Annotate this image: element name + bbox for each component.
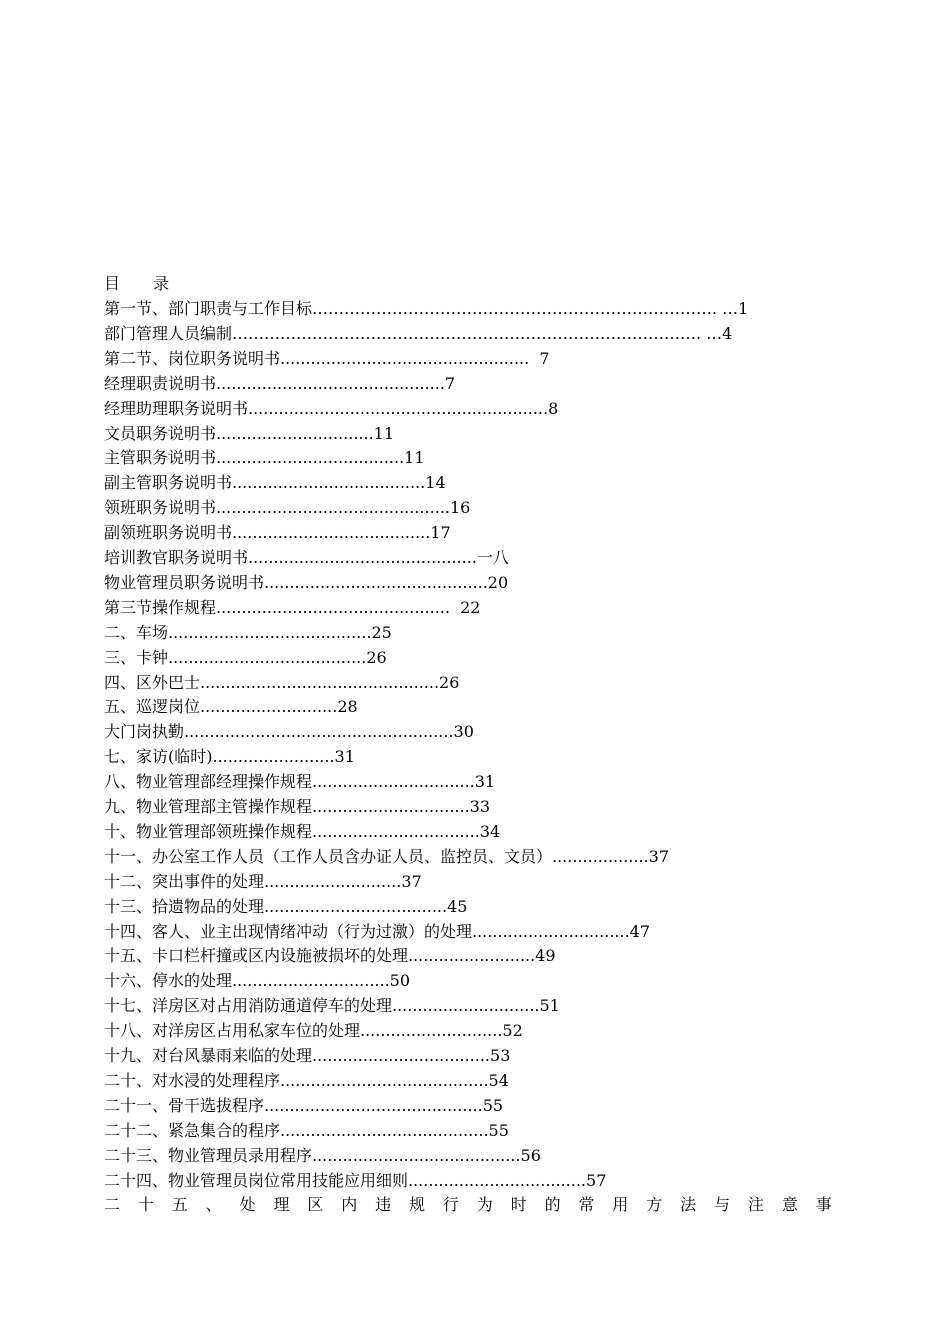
toc-entry: 十六、停水的处理...............................50 — [104, 971, 411, 991]
toc-entry: 十一、办公室工作人员（工作人员含办证人员、监控员、文员）...................37 — [104, 846, 669, 866]
toc-entry: 部门管理人员编制……………………………………………………………………………. …4 — [104, 323, 733, 343]
toc-entry: 第一节、部门职责与工作目标…………………………………………………………………. …1 — [104, 299, 749, 318]
toc-entry: 十九、对台风暴雨来临的处理...................................53 — [104, 1046, 511, 1065]
toc-entry: 第三节操作规程.............................................. 22 — [104, 597, 481, 617]
toc-entry: 二十四、物业管理员岗位常用技能应用细则...................................57 — [104, 1170, 607, 1190]
toc-char: 区 — [307, 1195, 324, 1215]
toc-entry: 十四、客人、业主出现情绪冲动（行为过激）的处理...............................47 — [104, 921, 651, 941]
toc-entry: 副主管职务说明书......................................14 — [104, 473, 446, 493]
toc-title: 目 录 — [104, 274, 184, 293]
toc-char: 二 — [104, 1195, 121, 1215]
toc-char: 十 — [137, 1195, 154, 1215]
toc-char: 的 — [544, 1195, 561, 1215]
toc-char: 行 — [442, 1195, 459, 1215]
toc-entry: 文员职务说明书...............................11 — [104, 423, 395, 443]
toc-entry: 大门岗执勤.....................................................30 — [104, 722, 474, 742]
toc-entry: 十七、洋房区对占用消防通道停车的处理.............................51 — [104, 996, 560, 1016]
toc-entry: 十八、对洋房区占用私家车位的处理............................52 — [104, 1021, 523, 1041]
toc-char: 事 — [815, 1195, 832, 1215]
toc-entry: 七、家访(临时)........................31 — [104, 747, 355, 767]
toc-char: 用 — [612, 1195, 629, 1215]
toc-char: 理 — [273, 1195, 290, 1215]
toc-entry: 三、卡钟.......................................26 — [104, 647, 387, 667]
toc-char: 处 — [239, 1195, 256, 1215]
toc-entry: 十五、卡口栏杆撞或区内设施被损坏的处理.........................49 — [104, 946, 556, 966]
toc-char: 为 — [476, 1195, 493, 1215]
toc-entry: 经理职责说明书.............................................7 — [104, 373, 456, 393]
toc-entry: 二十三、物业管理员录用程序.........................................56 — [104, 1145, 541, 1165]
toc-entry: 十二、突出事件的处理...........................37 — [104, 871, 422, 891]
toc-char: 五 — [171, 1195, 188, 1215]
toc-char: 违 — [375, 1195, 392, 1215]
toc-entry: 四、区外巴士...............................................26 — [104, 672, 460, 692]
toc-entry-25-justified — [104, 1194, 832, 1216]
toc-entry: 培训教官职务说明书.............................................一八 — [104, 548, 509, 567]
toc-entry: 主管职务说明书.....................................11 — [104, 448, 425, 468]
toc-char: 、 — [205, 1195, 222, 1215]
toc-entry: 十、物业管理部领班操作规程.................................34 — [104, 821, 501, 841]
toc-char: 方 — [646, 1195, 663, 1215]
toc-entry: 二、车场........................................25 — [104, 622, 392, 642]
toc-char: 法 — [680, 1195, 697, 1215]
toc-char: 时 — [510, 1195, 527, 1215]
toc-char: 与 — [714, 1195, 731, 1215]
toc-entry: 第二节、岗位职务说明书................................................. 7 — [104, 348, 550, 368]
toc-entry: 五、巡逻岗位...........................28 — [104, 697, 358, 717]
toc-char: 内 — [341, 1195, 358, 1215]
toc-entry: 物业管理员职务说明书............................................20 — [104, 572, 509, 592]
toc-entry: 九、物业管理部主管操作规程...............................33 — [104, 797, 491, 816]
toc-entry: 副领班职务说明书.......................................17 — [104, 523, 451, 543]
toc-char: 常 — [578, 1195, 595, 1215]
toc-char: 意 — [781, 1195, 798, 1215]
toc-entry: 二十一、骨干选拔程序...........................................55 — [104, 1095, 504, 1115]
toc-entry: 经理助理职务说明书...........................................................8 — [104, 398, 559, 418]
toc-entry: 领班职务说明书..............................................16 — [104, 498, 471, 518]
toc-entry: 二十、对水浸的处理程序.........................................54 — [104, 1070, 509, 1090]
toc-char: 规 — [409, 1195, 426, 1215]
toc-entry: 十三、拾遗物品的处理....................................45 — [104, 896, 468, 916]
toc-entry: 八、物业管理部经理操作规程................................31 — [104, 772, 496, 792]
toc-entry: 二十二、紧急集合的程序.........................................55 — [104, 1120, 509, 1140]
toc-char: 注 — [747, 1195, 764, 1215]
